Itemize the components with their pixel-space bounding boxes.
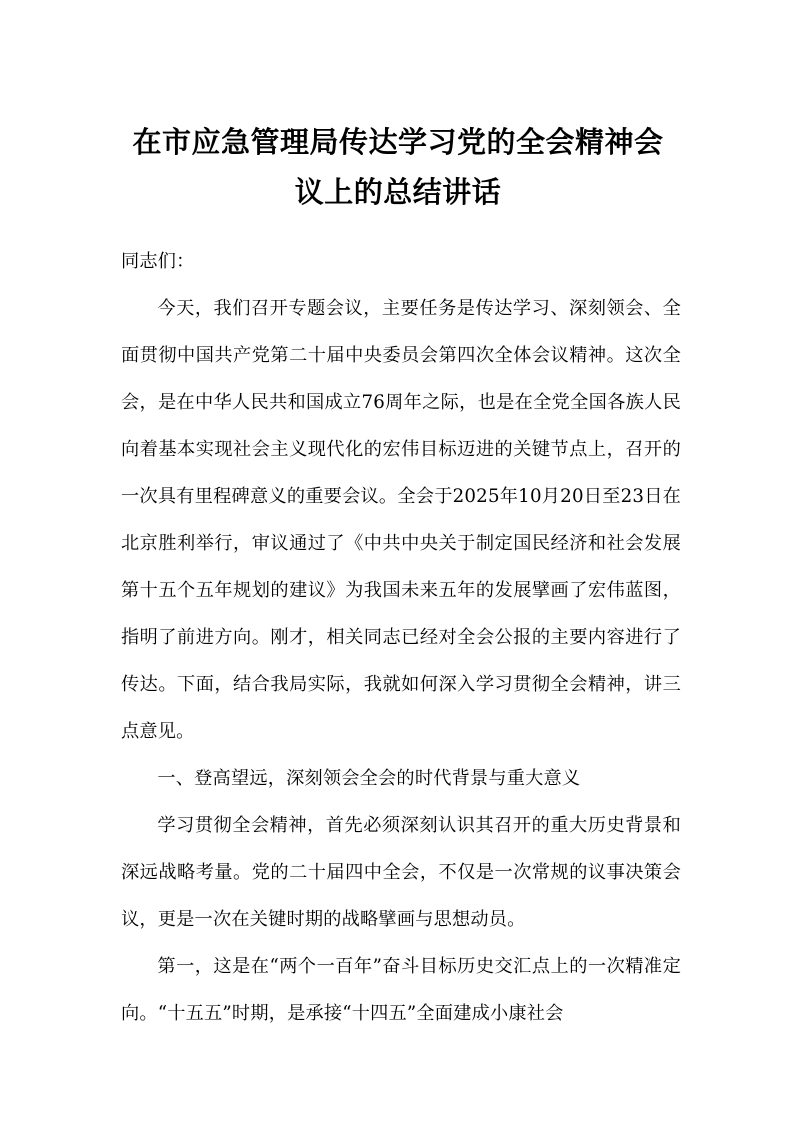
section-heading-1: 一、登高望远，深刻领会全会的时代背景与重大意义 bbox=[157, 768, 581, 789]
document-title-line-1: 在市应急管理局传达学习党的全会精神会 bbox=[132, 125, 664, 159]
paragraph-point-1: 第一，这是在“两个一百年”奋斗目标历史交汇点上的一次精准定向。“十五五”时期，是承接“十四五”全面建成小康社会 bbox=[121, 956, 681, 1024]
document-title-line-2: 议上的总结讲话 bbox=[294, 175, 502, 209]
salutation: 同志们： bbox=[121, 251, 195, 272]
document-body bbox=[121, 238, 681, 1037]
paragraph-section-1: 学习贯彻全会精神，首先必须深刻认识其召开的重大历史背景和深远战略考量。党的二十届四中全会，不仅是一次常规的议事决策会议，更是一次在关键时期的战略擘画与思想动员。 bbox=[121, 815, 681, 930]
paragraph-intro: 今天，我们召开专题会议，主要任务是传达学习、深刻领会、全面贯彻中国共产党第二十届中央委员会第四次全体会议精神。这次全会，是在中华人民共和国成立76周年之际，也是在全党全国各族人民向着基本实现社会主义现代化的宏伟目标迈进的关键节点上，召开的一次具有里程碑意义的重要会议。全会于2025年10月20日至23日在北京胜利举行，审议通过了《中共中央关于制定国民经济和社会发展第十五个五年规划的建议》为我国未来五年的发展擘画了宏伟蓝图，指明了前进方向。刚才，相关同志已经对全会公报的主要内容进行了传达。下面，结合我局实际，我就如何深入学习贯彻全会精神，讲三点意见。 bbox=[121, 298, 681, 742]
